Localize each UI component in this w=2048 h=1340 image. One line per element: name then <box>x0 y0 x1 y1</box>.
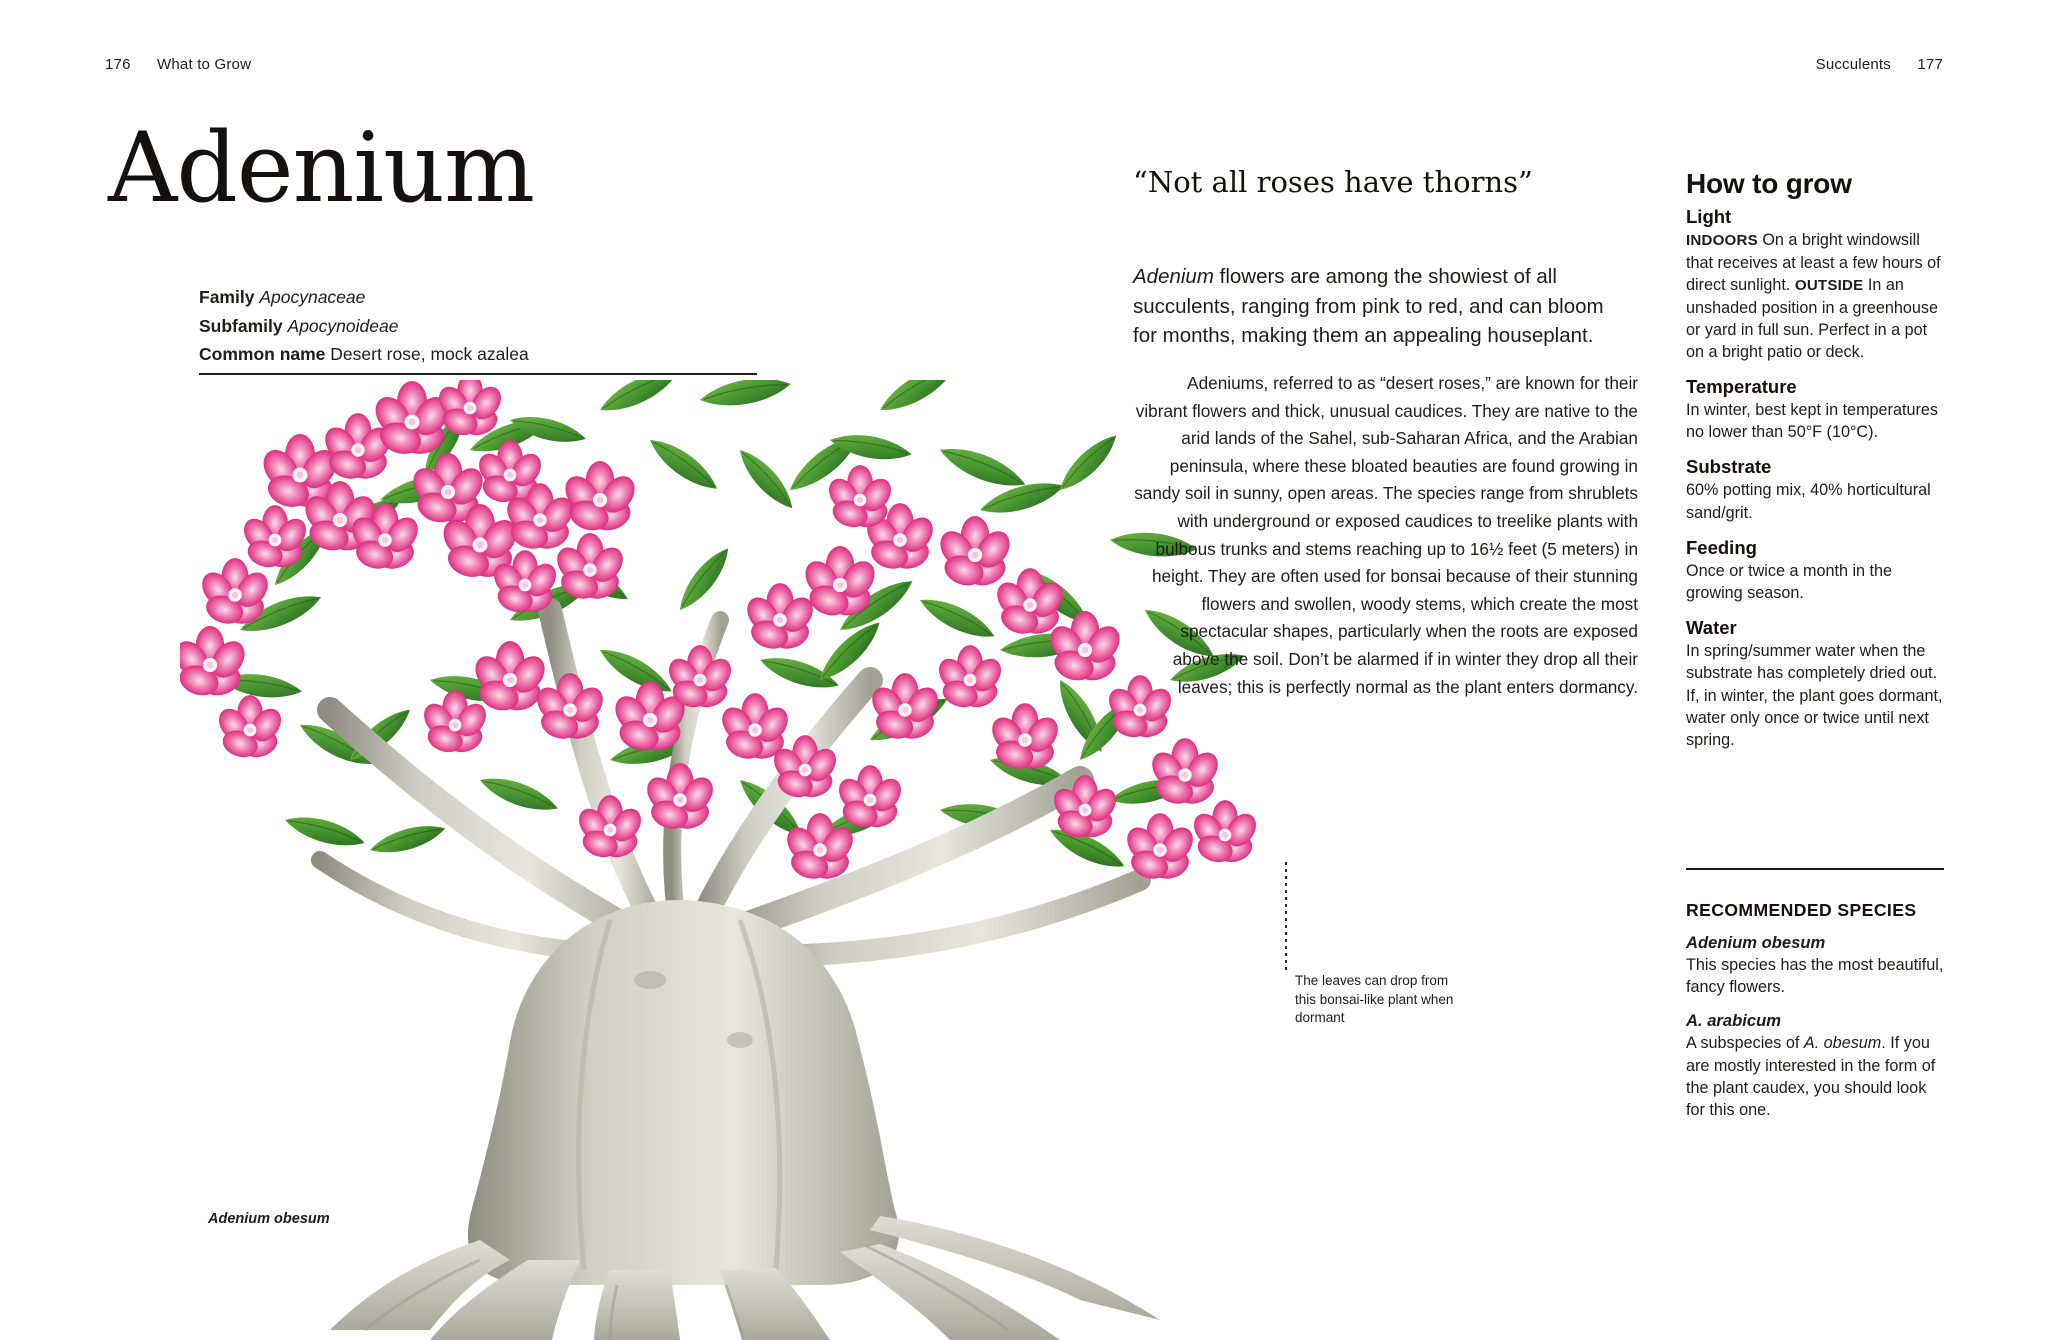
species-entry <box>1686 933 1944 998</box>
species-name: Adenium obesum <box>1686 933 1826 952</box>
grow-block-temperature <box>1686 376 1944 443</box>
common-name-label: Common name <box>199 344 326 365</box>
how-to-grow-panel <box>1686 168 1944 764</box>
grow-block-feeding <box>1686 537 1944 604</box>
family-line <box>199 283 769 312</box>
subfamily-label: Subfamily <box>199 315 283 336</box>
light-indoors-text: On a bright windowsill that receives at least a few hours of direct sunlight. <box>1686 231 1941 294</box>
how-to-grow-heading: How to grow <box>1686 168 1852 199</box>
grow-block-text: 60% potting mix, 40% horticultural sand/grit. <box>1686 481 1931 522</box>
light-indoors-label: INDOORS <box>1686 232 1758 249</box>
subfamily-line <box>199 312 769 341</box>
leader-line <box>1285 862 1287 972</box>
common-name-line <box>199 340 769 369</box>
species-entry <box>1686 1011 1944 1121</box>
photo-caption: Adenium obesum <box>208 1211 330 1227</box>
species-name: A. arabicum <box>1686 1011 1781 1031</box>
divider-rule <box>199 373 757 375</box>
species-description: This species has the most beautiful, fancy flowers. <box>1686 956 1944 997</box>
leader-note: The leaves can drop from this bonsai-like plant when dormant <box>1295 973 1454 1026</box>
running-head-left <box>105 56 251 73</box>
taxonomy-block <box>199 283 769 369</box>
intro-paragraph <box>1133 262 1633 351</box>
folio-right: 177 <box>1917 56 1943 73</box>
grow-block-title: Substrate <box>1686 456 1772 478</box>
section-right: Succulents <box>1815 56 1891 73</box>
recommended-species-panel <box>1686 900 1944 1134</box>
body-paragraph: Adeniums, referred to as “desert roses,” are known for their vibrant flowers and thick, unusual caudices. They are native to the arid lands of the Sahel, sub-Saharan Africa, and the Arabian peninsula, where these bloated beauties are found growing in sandy soil in sunny, open areas. The species range from shrublets with underground or exposed caudices to treelike plants with bulbous trunks and stems reaching up to 16½ feet (5 meters) in height. They are often used for bonsai because of their stunning flowers and swollen, woody stems, which create the most spectacular shapes, particularly when the roots are exposed above the soil. Don’t be alarmed if in winter they drop all their leaves; this is perfectly normal as the plant enters dormancy. <box>1134 373 1638 697</box>
grow-block-title: Water <box>1686 617 1737 639</box>
family-label: Family <box>199 287 255 307</box>
recommended-heading: RECOMMENDED SPECIES <box>1686 900 1917 920</box>
side-divider-rule <box>1686 868 1944 870</box>
intro-genus: Adenium <box>1133 265 1214 288</box>
subfamily-value: Apocynoideae <box>287 315 399 336</box>
species-desc-pre: A subspecies of <box>1686 1034 1804 1053</box>
section-left: What to Grow <box>157 56 252 73</box>
grow-block-light <box>1686 206 1944 363</box>
grow-block-text: In spring/summer water when the substrate has completely dried out. If, in winter, the plant goes dormant, water only once or twice until next spring. <box>1686 642 1943 749</box>
light-outside-label: OUTSIDE <box>1794 276 1864 294</box>
species-description <box>1686 1032 1944 1121</box>
body-copy <box>1133 370 1638 701</box>
grow-block-text: In winter, best kept in temperatures no lower than 50°F (10°C). <box>1686 401 1938 442</box>
page-title: Adenium <box>108 112 534 224</box>
running-head-right <box>1816 56 1943 73</box>
grow-block-text: Once or twice a month in the growing season. <box>1686 561 1893 603</box>
intro-text: flowers are among the showiest of all succulents, ranging from pink to red, and can bloom for months, making them an appealing houseplant. <box>1133 265 1604 348</box>
family-value: Apocynaceae <box>259 287 366 307</box>
light-outside-text: In an unshaded position in a greenhouse or yard in full sun. Perfect in a pot on a bright patio or deck. <box>1686 275 1939 361</box>
common-name-value: Desert rose, mock azalea <box>330 344 529 365</box>
grow-block-title: Temperature <box>1686 376 1797 398</box>
species-desc-post: . If you are mostly interested in the form of the plant caudex, you should look for this one. <box>1686 1034 1936 1119</box>
folio-left: 176 <box>105 56 131 73</box>
grow-block-title: Feeding <box>1686 536 1757 558</box>
grow-block-title: Light <box>1686 206 1732 227</box>
grow-block-substrate <box>1686 456 1944 523</box>
grow-block-water <box>1686 617 1944 751</box>
grow-block-text <box>1686 229 1944 363</box>
species-desc-italic: A. obesum <box>1803 1034 1882 1053</box>
pull-quote: “Not all roses have thorns” <box>1133 165 1533 199</box>
